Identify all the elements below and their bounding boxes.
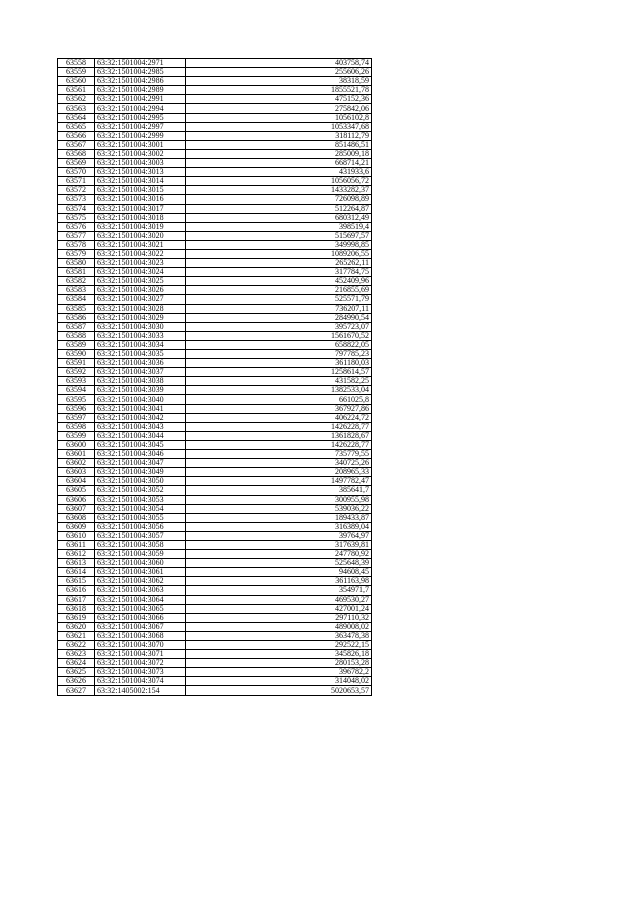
table-row	[58, 440, 372, 449]
row-number-cell: 63602	[58, 459, 95, 468]
cadastral-number-cell: 63:32:1501004:3063	[95, 586, 186, 595]
table-row	[58, 204, 372, 213]
value-cell: 361163,98	[186, 577, 372, 586]
table-row	[58, 359, 372, 368]
value-cell: 661025,8	[186, 395, 372, 404]
row-number-cell: 63596	[58, 404, 95, 413]
row-number-cell: 63610	[58, 531, 95, 540]
row-number-cell: 63574	[58, 204, 95, 213]
value-cell: 5020653,57	[186, 686, 372, 695]
cadastral-number-cell: 63:32:1501004:3061	[95, 568, 186, 577]
table-row	[58, 513, 372, 522]
row-number-cell: 63571	[58, 177, 95, 186]
cadastral-number-cell: 63:32:1501004:3074	[95, 677, 186, 686]
cadastral-number-cell: 63:32:1501004:3002	[95, 149, 186, 158]
cadastral-number-cell: 63:32:1501004:3070	[95, 641, 186, 650]
row-number-cell: 63591	[58, 359, 95, 368]
row-number-cell: 63568	[58, 149, 95, 158]
table-row	[58, 568, 372, 577]
value-cell: 452409,96	[186, 277, 372, 286]
row-number-cell: 63609	[58, 522, 95, 531]
value-cell: 297110,32	[186, 613, 372, 622]
cadastral-number-cell: 63:32:1501004:3018	[95, 213, 186, 222]
value-cell: 208965,33	[186, 468, 372, 477]
value-cell: 489008,02	[186, 622, 372, 631]
row-number-cell: 63616	[58, 586, 95, 595]
row-number-cell: 63599	[58, 431, 95, 440]
table-row	[58, 550, 372, 559]
cadastral-number-cell: 63:32:1501004:3022	[95, 249, 186, 258]
cadastral-number-cell: 63:32:1501004:3055	[95, 513, 186, 522]
cadastral-number-cell: 63:32:1501004:3003	[95, 159, 186, 168]
table-row	[58, 222, 372, 231]
cadastral-number-cell: 63:32:1501004:3041	[95, 404, 186, 413]
cadastral-number-cell: 63:32:1501004:2995	[95, 113, 186, 122]
table-row	[58, 95, 372, 104]
row-number-cell: 63627	[58, 686, 95, 695]
value-cell: 1382533,04	[186, 386, 372, 395]
row-number-cell: 63564	[58, 113, 95, 122]
table-row	[58, 386, 372, 395]
cadastral-number-cell: 63:32:1501004:3046	[95, 450, 186, 459]
row-number-cell: 63593	[58, 377, 95, 386]
row-number-cell: 63618	[58, 604, 95, 613]
cadastral-number-cell: 63:32:1501004:3066	[95, 613, 186, 622]
value-cell: 735779,55	[186, 450, 372, 459]
row-number-cell: 63594	[58, 386, 95, 395]
row-number-cell: 63585	[58, 304, 95, 313]
cadastral-number-cell: 63:32:1501004:3001	[95, 140, 186, 149]
value-cell: 515697,57	[186, 231, 372, 240]
value-cell: 385641,7	[186, 486, 372, 495]
value-cell: 525571,79	[186, 295, 372, 304]
table-row	[58, 477, 372, 486]
table-row	[58, 259, 372, 268]
table-row	[58, 104, 372, 113]
row-number-cell: 63588	[58, 331, 95, 340]
cadastral-number-cell: 63:32:1501004:3040	[95, 395, 186, 404]
cadastral-number-cell: 63:32:1501004:3024	[95, 268, 186, 277]
table-row	[58, 368, 372, 377]
row-number-cell: 63595	[58, 395, 95, 404]
row-number-cell: 63597	[58, 413, 95, 422]
row-number-cell: 63592	[58, 368, 95, 377]
value-cell: 367927,86	[186, 404, 372, 413]
cadastral-number-cell: 63:32:1501004:3050	[95, 477, 186, 486]
table-row	[58, 459, 372, 468]
row-number-cell: 63590	[58, 350, 95, 359]
value-cell: 395723,07	[186, 322, 372, 331]
row-number-cell: 63626	[58, 677, 95, 686]
value-cell: 1258614,57	[186, 368, 372, 377]
value-cell: 255606,26	[186, 68, 372, 77]
table-row	[58, 340, 372, 349]
table-row	[58, 686, 372, 695]
table-row	[58, 286, 372, 295]
cadastral-number-cell: 63:32:1501004:3042	[95, 413, 186, 422]
value-cell: 726098,89	[186, 195, 372, 204]
row-number-cell: 63607	[58, 504, 95, 513]
table-row	[58, 268, 372, 277]
value-cell: 851486,51	[186, 140, 372, 149]
row-number-cell: 63584	[58, 295, 95, 304]
table-row	[58, 213, 372, 222]
cadastral-number-cell: 63:32:1501004:3033	[95, 331, 186, 340]
value-cell: 189433,87	[186, 513, 372, 522]
table-row	[58, 486, 372, 495]
table-row	[58, 641, 372, 650]
row-number-cell: 63559	[58, 68, 95, 77]
row-number-cell: 63560	[58, 77, 95, 86]
cadastral-number-cell: 63:32:1501004:3026	[95, 286, 186, 295]
cadastral-number-cell: 63:32:1501004:3071	[95, 650, 186, 659]
cadastral-number-cell: 63:32:1501004:3045	[95, 440, 186, 449]
cadastral-number-cell: 63:32:1501004:3014	[95, 177, 186, 186]
value-cell: 658822,05	[186, 340, 372, 349]
row-number-cell: 63567	[58, 140, 95, 149]
row-number-cell: 63570	[58, 168, 95, 177]
table-row	[58, 240, 372, 249]
table-row	[58, 659, 372, 668]
table-row	[58, 495, 372, 504]
table-row	[58, 586, 372, 595]
cadastral-number-cell: 63:32:1501004:3037	[95, 368, 186, 377]
row-number-cell: 63608	[58, 513, 95, 522]
table-row	[58, 595, 372, 604]
row-number-cell: 63581	[58, 268, 95, 277]
cadastral-number-cell: 63:32:1501004:2994	[95, 104, 186, 113]
cadastral-number-cell: 63:32:1501004:3060	[95, 559, 186, 568]
cadastral-number-cell: 63:32:1501004:3044	[95, 431, 186, 440]
table-row	[58, 631, 372, 640]
row-number-cell: 63613	[58, 559, 95, 568]
row-number-cell: 63569	[58, 159, 95, 168]
row-number-cell: 63577	[58, 231, 95, 240]
table-row	[58, 177, 372, 186]
value-cell: 340725,26	[186, 459, 372, 468]
cadastral-number-cell: 63:32:1501004:3056	[95, 522, 186, 531]
cadastral-number-cell: 63:32:1501004:3073	[95, 668, 186, 677]
table-row	[58, 668, 372, 677]
value-cell: 469530,27	[186, 595, 372, 604]
cadastral-number-cell: 63:32:1501004:3068	[95, 631, 186, 640]
value-cell: 1056056,72	[186, 177, 372, 186]
value-cell: 363478,38	[186, 631, 372, 640]
cadastral-number-cell: 63:32:1501004:3052	[95, 486, 186, 495]
cadastral-number-cell: 63:32:1501004:3065	[95, 604, 186, 613]
value-cell: 292522,15	[186, 641, 372, 650]
table-row	[58, 122, 372, 131]
row-number-cell: 63606	[58, 495, 95, 504]
cadastral-number-cell: 63:32:1501004:3038	[95, 377, 186, 386]
table-row	[58, 559, 372, 568]
table-row	[58, 195, 372, 204]
value-cell: 247780,92	[186, 550, 372, 559]
value-cell: 361180,03	[186, 359, 372, 368]
row-number-cell: 63604	[58, 477, 95, 486]
cadastral-number-cell: 63:32:1501004:3035	[95, 350, 186, 359]
value-cell: 1426228,77	[186, 422, 372, 431]
row-number-cell: 63572	[58, 186, 95, 195]
value-cell: 317639,81	[186, 540, 372, 549]
row-number-cell: 63586	[58, 313, 95, 322]
cadastral-number-cell: 63:32:1501004:3057	[95, 531, 186, 540]
cadastral-number-cell: 63:32:1501004:3023	[95, 259, 186, 268]
row-number-cell: 63565	[58, 122, 95, 131]
row-number-cell: 63587	[58, 322, 95, 331]
value-cell: 300955,98	[186, 495, 372, 504]
table-row	[58, 622, 372, 631]
table-row	[58, 331, 372, 340]
table-row	[58, 168, 372, 177]
cadastral-number-cell: 63:32:1501004:3015	[95, 186, 186, 195]
table-row	[58, 350, 372, 359]
row-number-cell: 63621	[58, 631, 95, 640]
value-cell: 285009,18	[186, 149, 372, 158]
value-cell: 354971,7	[186, 586, 372, 595]
table-row	[58, 231, 372, 240]
row-number-cell: 63615	[58, 577, 95, 586]
cadastral-number-cell: 63:32:1501004:3017	[95, 204, 186, 213]
value-cell: 280153,28	[186, 659, 372, 668]
value-cell: 316389,04	[186, 522, 372, 531]
table-row	[58, 522, 372, 531]
value-cell: 39764,97	[186, 531, 372, 540]
value-cell: 431933,6	[186, 168, 372, 177]
table-row	[58, 604, 372, 613]
cadastral-number-cell: 63:32:1501004:3016	[95, 195, 186, 204]
row-number-cell: 63580	[58, 259, 95, 268]
row-number-cell: 63611	[58, 540, 95, 549]
table-row	[58, 149, 372, 158]
cadastral-number-cell: 63:32:1501004:3043	[95, 422, 186, 431]
row-number-cell: 63566	[58, 131, 95, 140]
row-number-cell: 63620	[58, 622, 95, 631]
table-row	[58, 431, 372, 440]
row-number-cell: 63563	[58, 104, 95, 113]
table-row	[58, 113, 372, 122]
row-number-cell: 63619	[58, 613, 95, 622]
value-cell: 317784,75	[186, 268, 372, 277]
cadastral-number-cell: 63:32:1501004:3028	[95, 304, 186, 313]
row-number-cell: 63605	[58, 486, 95, 495]
cadastral-number-cell: 63:32:1501004:3062	[95, 577, 186, 586]
cadastral-number-cell: 63:32:1501004:3034	[95, 340, 186, 349]
cadastral-number-cell: 63:32:1501004:3054	[95, 504, 186, 513]
cadastral-number-cell: 63:32:1501004:3019	[95, 222, 186, 231]
table-row	[58, 313, 372, 322]
table-row	[58, 249, 372, 258]
table-row	[58, 468, 372, 477]
value-cell: 94608,45	[186, 568, 372, 577]
value-cell: 1053347,68	[186, 122, 372, 131]
cadastral-value-table	[57, 58, 372, 696]
cadastral-number-cell: 63:32:1501004:2971	[95, 59, 186, 68]
value-cell: 539036,22	[186, 504, 372, 513]
table-row	[58, 413, 372, 422]
value-cell: 284990,54	[186, 313, 372, 322]
value-cell: 216855,69	[186, 286, 372, 295]
cadastral-number-cell: 63:32:1501004:3021	[95, 240, 186, 249]
row-number-cell: 63603	[58, 468, 95, 477]
cadastral-number-cell: 63:32:1501004:3059	[95, 550, 186, 559]
table-row	[58, 377, 372, 386]
table-row	[58, 540, 372, 549]
row-number-cell: 63562	[58, 95, 95, 104]
table-row	[58, 677, 372, 686]
value-cell: 38318,59	[186, 77, 372, 86]
table-row	[58, 504, 372, 513]
row-number-cell: 63614	[58, 568, 95, 577]
cadastral-number-cell: 63:32:1501004:3072	[95, 659, 186, 668]
table-row	[58, 86, 372, 95]
value-cell: 668714,21	[186, 159, 372, 168]
cadastral-number-cell: 63:32:1501004:3064	[95, 595, 186, 604]
cadastral-number-cell: 63:32:1501004:3058	[95, 540, 186, 549]
row-number-cell: 63600	[58, 440, 95, 449]
row-number-cell: 63622	[58, 641, 95, 650]
row-number-cell: 63582	[58, 277, 95, 286]
row-number-cell: 63575	[58, 213, 95, 222]
table-row	[58, 404, 372, 413]
table-row	[58, 77, 372, 86]
table-row	[58, 577, 372, 586]
table-row	[58, 159, 372, 168]
cadastral-number-cell: 63:32:1501004:3067	[95, 622, 186, 631]
value-cell: 1426228,77	[186, 440, 372, 449]
value-cell: 1433282,37	[186, 186, 372, 195]
row-number-cell: 63558	[58, 59, 95, 68]
cadastral-number-cell: 63:32:1501004:3030	[95, 322, 186, 331]
cadastral-number-cell: 63:32:1501004:3027	[95, 295, 186, 304]
row-number-cell: 63561	[58, 86, 95, 95]
cadastral-number-cell: 63:32:1501004:3047	[95, 459, 186, 468]
value-cell: 1855521,78	[186, 86, 372, 95]
row-number-cell: 63598	[58, 422, 95, 431]
table-row	[58, 140, 372, 149]
table-row	[58, 186, 372, 195]
value-cell: 1561670,52	[186, 331, 372, 340]
row-number-cell: 63617	[58, 595, 95, 604]
cadastral-number-cell: 63:32:1501004:3049	[95, 468, 186, 477]
table-row	[58, 68, 372, 77]
value-cell: 736207,11	[186, 304, 372, 313]
value-cell: 403758,74	[186, 59, 372, 68]
row-number-cell: 63576	[58, 222, 95, 231]
row-number-cell: 63612	[58, 550, 95, 559]
value-cell: 318112,79	[186, 131, 372, 140]
cadastral-number-cell: 63:32:1501004:3013	[95, 168, 186, 177]
row-number-cell: 63573	[58, 195, 95, 204]
table-row	[58, 295, 372, 304]
cadastral-number-cell: 63:32:1501004:3029	[95, 313, 186, 322]
table-row	[58, 422, 372, 431]
table-row	[58, 395, 372, 404]
value-cell: 475152,36	[186, 95, 372, 104]
row-number-cell: 63589	[58, 340, 95, 349]
value-cell: 1056102,8	[186, 113, 372, 122]
value-cell: 512264,87	[186, 204, 372, 213]
table-row	[58, 650, 372, 659]
row-number-cell: 63583	[58, 286, 95, 295]
value-cell: 275842,06	[186, 104, 372, 113]
row-number-cell: 63625	[58, 668, 95, 677]
cadastral-number-cell: 63:32:1501004:3053	[95, 495, 186, 504]
cadastral-number-cell: 63:32:1501004:3039	[95, 386, 186, 395]
cadastral-number-cell: 63:32:1501004:3036	[95, 359, 186, 368]
table-row	[58, 304, 372, 313]
cadastral-number-cell: 63:32:1501004:2991	[95, 95, 186, 104]
value-cell: 1089206,55	[186, 249, 372, 258]
table-row	[58, 531, 372, 540]
value-cell: 431582,25	[186, 377, 372, 386]
row-number-cell: 63578	[58, 240, 95, 249]
value-cell: 314048,02	[186, 677, 372, 686]
value-cell: 406224,72	[186, 413, 372, 422]
value-cell: 525648,39	[186, 559, 372, 568]
cadastral-number-cell: 63:32:1501004:2999	[95, 131, 186, 140]
table-body	[58, 59, 372, 696]
value-cell: 349998,85	[186, 240, 372, 249]
table-row	[58, 613, 372, 622]
table-row	[58, 131, 372, 140]
row-number-cell: 63601	[58, 450, 95, 459]
table-row	[58, 59, 372, 68]
value-cell: 1361828,67	[186, 431, 372, 440]
value-cell: 345826,18	[186, 650, 372, 659]
value-cell: 398519,4	[186, 222, 372, 231]
row-number-cell: 63579	[58, 249, 95, 258]
table-row	[58, 277, 372, 286]
value-cell: 1497782,47	[186, 477, 372, 486]
table-row	[58, 322, 372, 331]
cadastral-number-cell: 63:32:1405002:154	[95, 686, 186, 695]
cadastral-number-cell: 63:32:1501004:2997	[95, 122, 186, 131]
cadastral-number-cell: 63:32:1501004:2986	[95, 77, 186, 86]
value-cell: 427001,24	[186, 604, 372, 613]
cadastral-number-cell: 63:32:1501004:2985	[95, 68, 186, 77]
row-number-cell: 63623	[58, 650, 95, 659]
value-cell: 797785,23	[186, 350, 372, 359]
row-number-cell: 63624	[58, 659, 95, 668]
value-cell: 680312,49	[186, 213, 372, 222]
value-cell: 396782,2	[186, 668, 372, 677]
table-row	[58, 450, 372, 459]
cadastral-number-cell: 63:32:1501004:3025	[95, 277, 186, 286]
cadastral-number-cell: 63:32:1501004:2989	[95, 86, 186, 95]
cadastral-number-cell: 63:32:1501004:3020	[95, 231, 186, 240]
value-cell: 265262,11	[186, 259, 372, 268]
